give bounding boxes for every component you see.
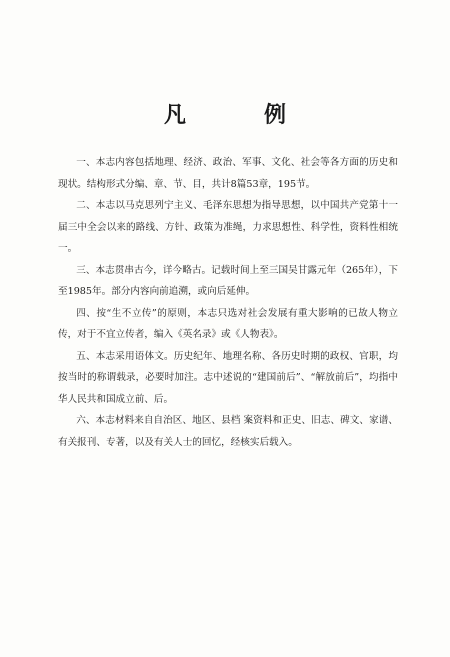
- page-title: 凡 例: [163, 102, 314, 128]
- note-paragraph-1: 一、本志内容包括地理、经济、政治、军事、文化、社会等各方面的历史和现状。结构形式分编、章、节、目，共计8篇53章，195节。: [58, 157, 398, 190]
- note-paragraph-3: 三、本志贯串古今，详今略古。记载时间上至三国吴甘露元年（265年），下至1985年。部分内容向前追溯，或向后延伸。: [58, 264, 398, 297]
- note-paragraph-2: 二、本志以马克思列宁主义、毛泽东思想为指导思想，以中国共产党第十一届三中全会以来的路线、方针、政策为准绳，力求思想性、科学性，资料性相统一。: [58, 200, 398, 254]
- editorial-notes: [58, 152, 398, 453]
- note-paragraph-5: 五、本志采用语体文。历史纪年、地理名称、各历史时期的政权、官职，均按当时的称谓载录，必要时加注。志中述说的“建国前后”、“解放前后”，均指中华人民共和国成立前、后。: [58, 350, 398, 405]
- note-paragraph-4: 四、按“生不立传”的原则，本志只选对社会发展有重大影响的已故人物立传，对于不宜立传者，编入《英名录》或《人物表》。: [58, 307, 398, 340]
- note-paragraph-6: 六、本志材料来自自治区、地区、县档 案资料和正史、旧志、碑文、家谱、有关报刊、专著，以及有关人士的回忆，经核实后载入。: [58, 415, 398, 448]
